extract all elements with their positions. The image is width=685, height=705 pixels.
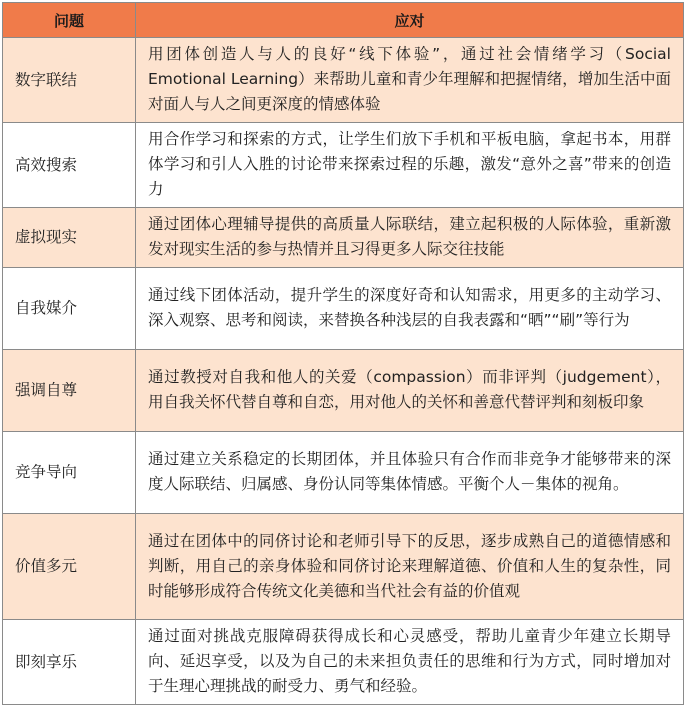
issue-response-table xyxy=(2,2,684,705)
table-header-row xyxy=(3,3,684,38)
response-cell: 通过教授对自我和他人的关爱（compassion）而非评判（judgement），用自我关怀代替自尊和自恋，用对他人的关怀和善意代替评判和刻板印象 xyxy=(136,350,684,432)
issue-cell: 数字联结 xyxy=(3,38,136,123)
issue-cell: 虚拟现实 xyxy=(3,208,136,268)
table-row xyxy=(3,514,684,620)
table-row xyxy=(3,268,684,350)
header-response: 应对 xyxy=(136,3,684,38)
response-cell: 用合作学习和探索的方式，让学生们放下手机和平板电脑，拿起书本，用群体学习和引人入胜的讨论带来探索过程的乐趣，激发“意外之喜”带来的创造力 xyxy=(136,123,684,208)
issue-cell: 高效搜索 xyxy=(3,123,136,208)
issue-cell: 价值多元 xyxy=(3,514,136,620)
response-cell: 用团体创造人与人的良好“线下体验”，通过社会情绪学习（Social Emotional Learning）来帮助儿童和青少年理解和把握情绪，增加生活中面对面人与人之间更深度的情感体验 xyxy=(136,38,684,123)
table-row xyxy=(3,432,684,514)
table-row xyxy=(3,350,684,432)
table-row xyxy=(3,620,684,705)
table-row xyxy=(3,208,684,268)
issue-cell: 即刻享乐 xyxy=(3,620,136,705)
issue-cell: 强调自尊 xyxy=(3,350,136,432)
response-cell: 通过建立关系稳定的长期团体，并且体验只有合作而非竞争才能够带来的深度人际联结、归属感、身份认同等集体情感。平衡个人－集体的视角。 xyxy=(136,432,684,514)
header-issue: 问题 xyxy=(3,3,136,38)
response-cell: 通过在团体中的同侪讨论和老师引导下的反思，逐步成熟自己的道德情感和判断，用自己的亲身体验和同侪讨论来理解道德、价值和人生的复杂性，同时能够形成符合传统文化美德和当代社会有益的价值观 xyxy=(136,514,684,620)
table-row xyxy=(3,123,684,208)
response-cell: 通过团体心理辅导提供的高质量人际联结，建立起积极的人际体验，重新激发对现实生活的参与热情并且习得更多人际交往技能 xyxy=(136,208,684,268)
table-row xyxy=(3,38,684,123)
issue-cell: 自我媒介 xyxy=(3,268,136,350)
response-cell: 通过线下团体活动，提升学生的深度好奇和认知需求，用更多的主动学习、深入观察、思考和阅读，来替换各种浅层的自我表露和“晒”“刷”等行为 xyxy=(136,268,684,350)
issue-cell: 竞争导向 xyxy=(3,432,136,514)
issue-response-table-container xyxy=(2,2,683,705)
response-cell: 通过面对挑战克服障碍获得成长和心灵感受，帮助儿童青少年建立长期导向、延迟享受，以及为自己的未来担负责任的思维和行为方式，同时增加对于生理心理挑战的耐受力、勇气和经验。 xyxy=(136,620,684,705)
